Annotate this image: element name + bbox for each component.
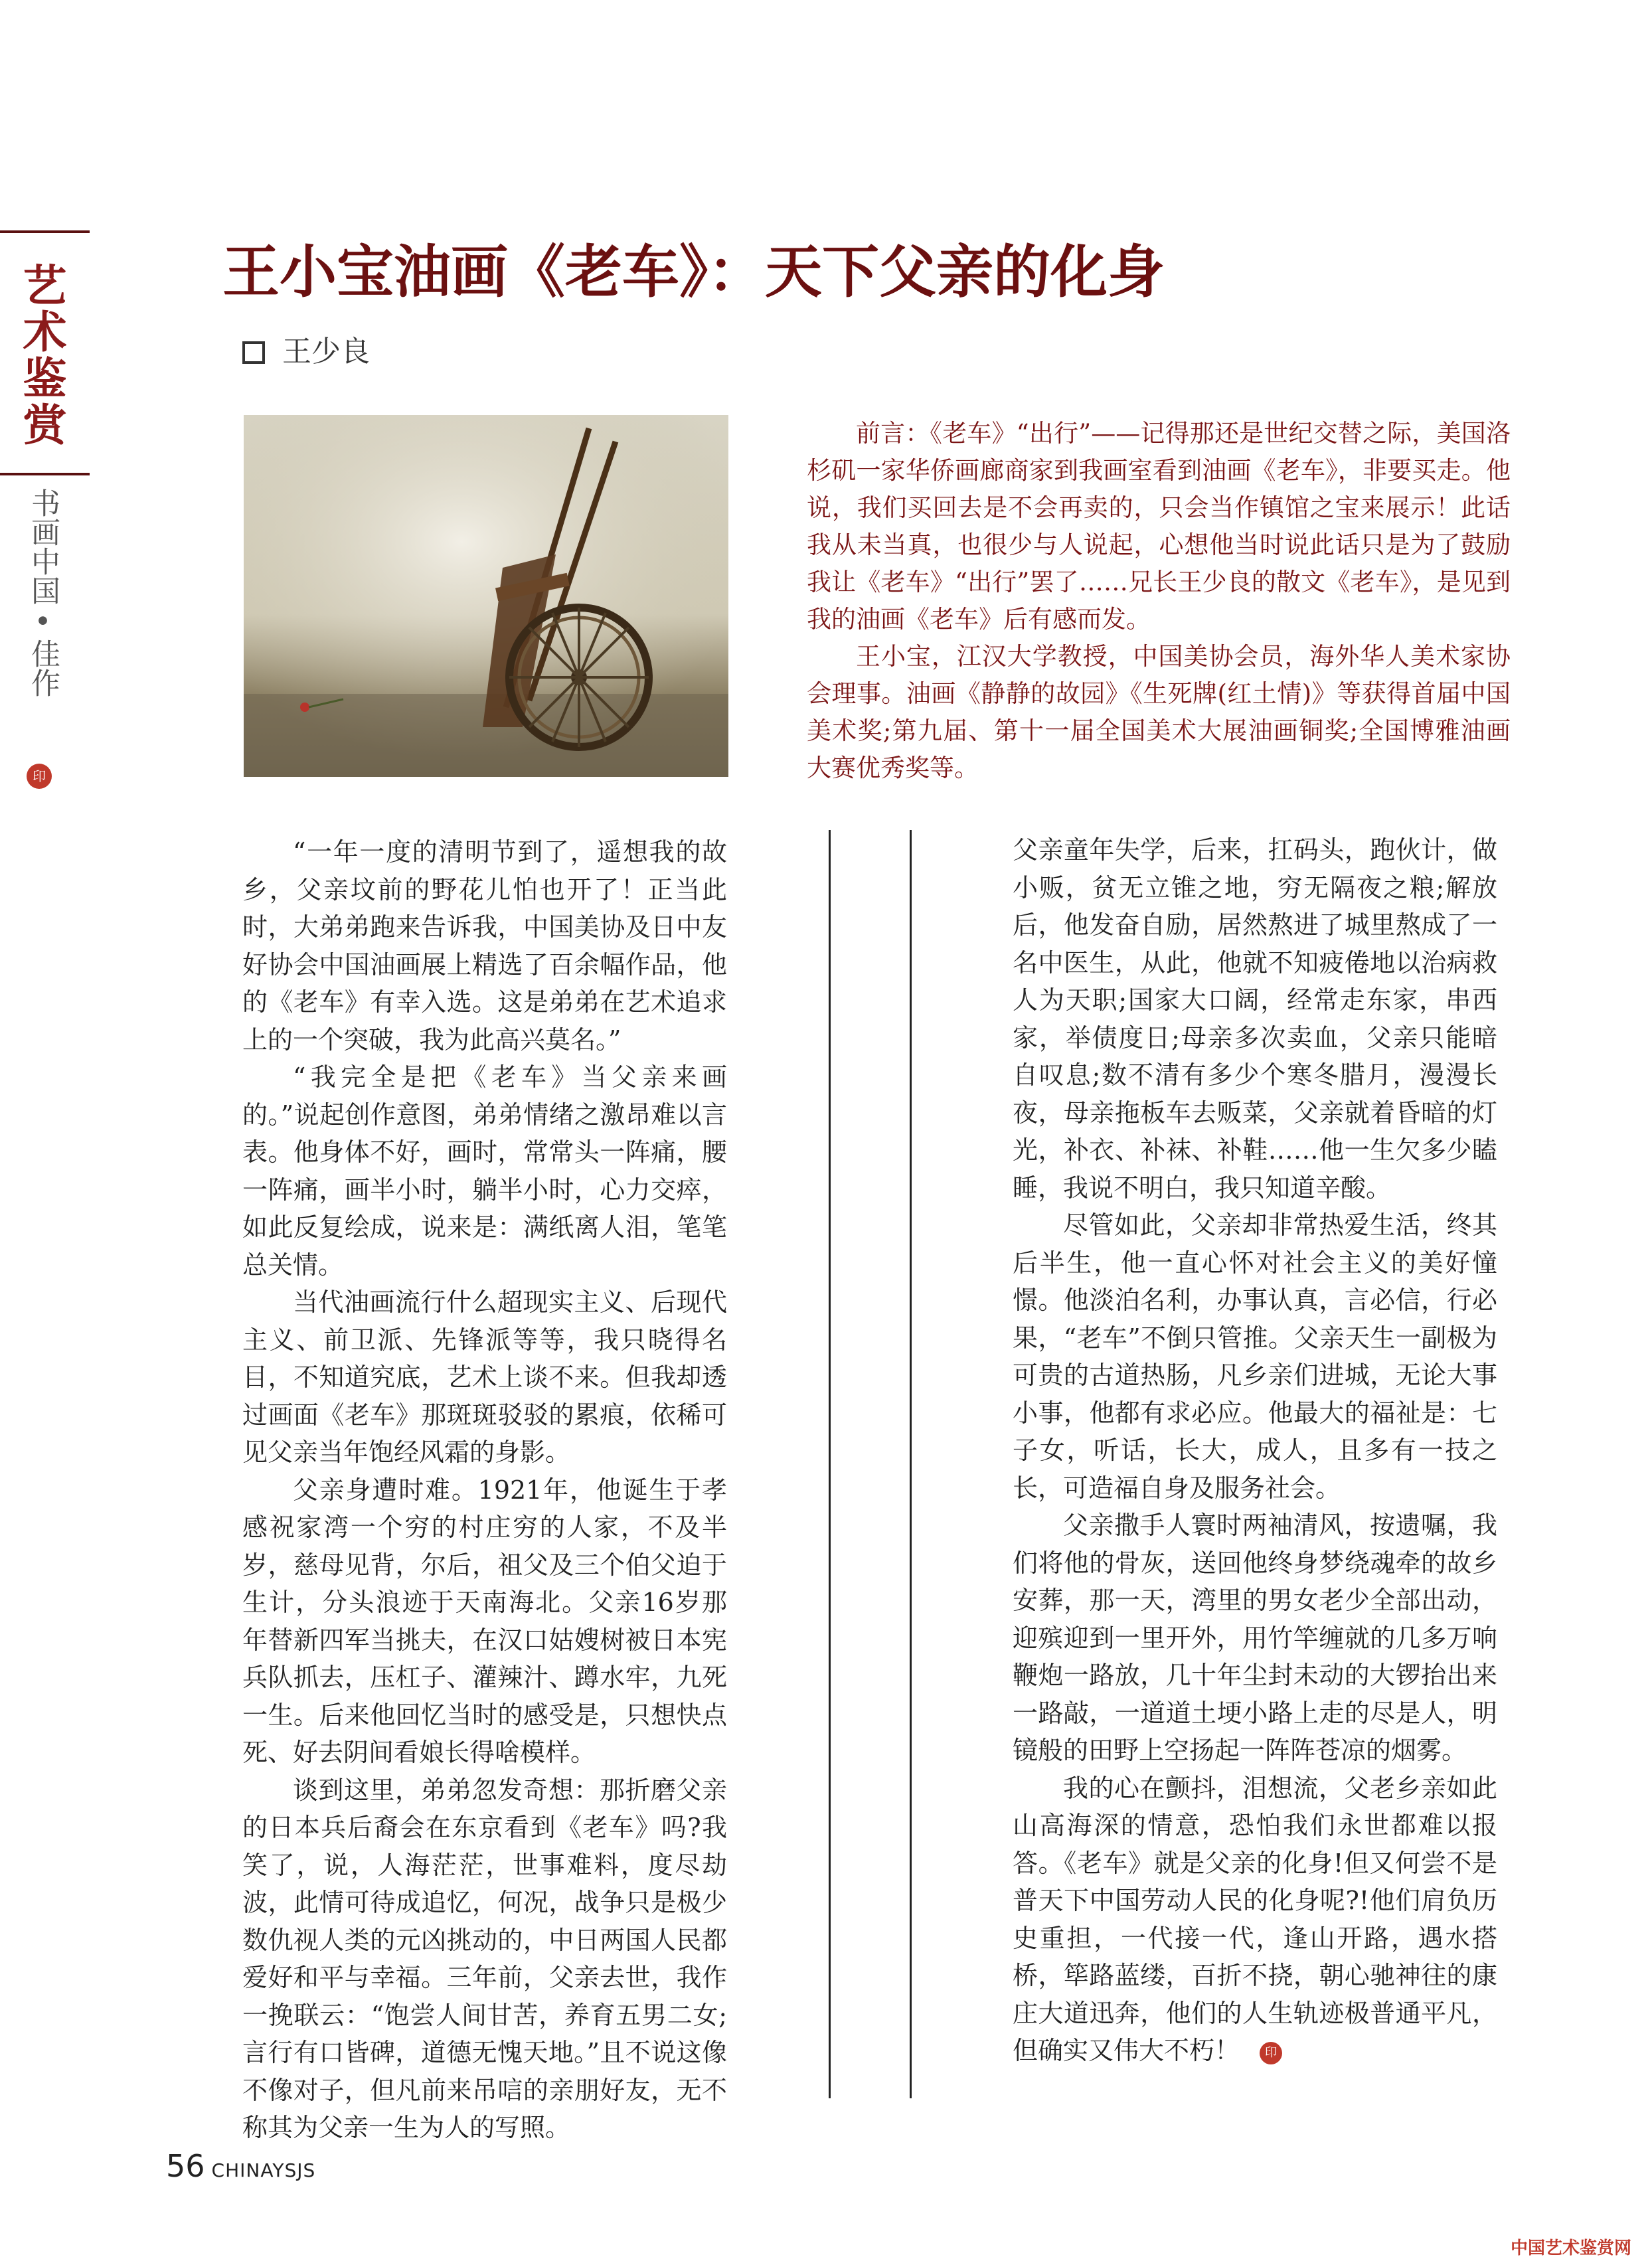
preface-paragraph: 王小宝，江汉大学教授，中国美协会员，海外华人美术家协会理事。油画《静静的故园》《生死牌(红土情)》等获得首届中国美术奖;第九届、第十一届全国美术大展油画铜奖;全国博雅油画大赛优秀奖等。: [807, 642, 1511, 782]
column-divider: [829, 830, 831, 2098]
body-paragraph: 尽管如此，父亲却非常热爱生活，终其后半生，他一直心怀对社会主义的美好憧憬。他淡泊名利，办事认真，言必信，行必果，“老车”不倒只管推。父亲天生一副极为可贵的古道热肠，凡乡亲们进城，无论大事小事，他都有求必应。他最大的福祉是：七子女，听话，长大，成人，且多有一技之长，可造福自身及服务社会。: [1013, 1211, 1497, 1503]
body-paragraph-text: 我的心在颤抖，泪想流，父老乡亲如此山高海深的情意，恐怕我们永世都难以报答。《老车》就是父亲的化身!但又何尝不是普天下中国劳动人民的化身呢?!他们肩负历史重担，一代接一代，逢山开路，遇水搭桥，筚路蓝缕，百折不挠，朝心驰神往的康庄大道迅奔，他们的人生轨迹极普通平凡，但确实又伟大不朽！: [1013, 1773, 1497, 2065]
section-rule-bottom: [0, 473, 90, 475]
section-rule-top: [0, 230, 90, 233]
footer-brand: CHINAYSJS: [211, 2159, 316, 2181]
body-paragraph: 当代油画流行什么超现实主义、后现代主义、前卫派、先锋派等等，我只晓得名目，不知道究底，艺术上谈不来。但我却透过画面《老车》那斑斑驳驳的累痕，依稀可见父亲当年饱经风霜的身影。: [242, 1288, 727, 1467]
body-paragraph: “一年一度的清明节到了，遥想我的故乡，父亲坟前的野花儿怕也开了！正当此时，大弟弟跑来告诉我，中国美协及日中友好协会中国油画展上精选了百余幅作品，他的《老车》有幸入选。这是弟弟在艺术追求上的一个突破，我为此高兴莫名。”: [242, 837, 727, 1054]
seal-icon: 印: [27, 764, 52, 789]
body-column-right: [1013, 831, 1497, 2070]
body-paragraph: 父亲身遭时难。1921年，他诞生于孝感祝家湾一个穷的村庄穷的人家，不及半岁，慈母见背，尔后，祖父及三个伯父迫于生计，分头浪迹于天南海北。父亲16岁那年替新四军当挑夫，在汉口姑嫂树被日本宪兵队抓去，压杠子、灌辣汁、蹲水牢，九死一生。后来他回忆当时的感受是，只想快点死、好去阴间看娘长得啥模样。: [242, 1475, 727, 1767]
author-name: 王少良: [282, 335, 370, 369]
preface-paragraph: 前言：《老车》“出行”——记得那还是世纪交替之际，美国洛杉矶一家华侨画廊商家到我画室看到油画《老车》，非要买走。他说，我们买回去是不会再卖的，只会当作镇馆之宝来展示！此话我从未当真，也很少与人说起，心想他当时说此话只是为了鼓励我让《老车》“出行”罢了……兄长王少良的散文《老车》，是见到我的油画《老车》后有感而发。: [807, 419, 1511, 633]
article-title: 王小宝油画《老车》：天下父亲的化身: [222, 239, 1165, 305]
site-watermark: 中国艺术鉴赏网: [1511, 2238, 1632, 2258]
body-paragraph: 父亲童年失学，后来，扛码头，跑伙计，做小贩，贫无立锥之地，穷无隔夜之粮;解放后，他发奋自励，居然熬进了城里熬成了一名中医生，从此，他就不知疲倦地以治病救人为天职;国家大口阔，经常走东家，串西家，举债度日;母亲多次卖血，父亲只能暗自叹息;数不清有多少个寒冬腊月，漫漫长夜，母亲拖板车去贩菜，父亲就着昏暗的灯光，补衣、补袜、补鞋……他一生欠多少瞌睡，我说不明白，我只知道辛酸。: [1013, 835, 1497, 1203]
old-cart-illustration: [244, 415, 728, 777]
byline: [242, 332, 370, 372]
page-footer: [166, 2148, 315, 2184]
byline-box-icon: [242, 341, 265, 364]
body-paragraph: 父亲撒手人寰时两袖清风，按遗嘱，我们将他的骨灰，送回他终身梦绕魂牵的故乡安葬，那一天，湾里的男女老少全部出动，迎殡迎到一里开外，用竹竿缠就的几多万响鞭炮一路放，几十年尘封未动的大锣抬出来一路敲，一道道土埂小路上走的尽是人，明镜般的田野上空扬起一阵阵苍凉的烟雾。: [1013, 1511, 1497, 1765]
body-paragraph: “我完全是把《老车》当父亲来画的。”说起创作意图，弟弟情绪之激昂难以言表。他身体不好，画时，常常头一阵痛，腰一阵痛，画半小时，躺半小时，心力交瘁，如此反复绘成，说来是：满纸离人泪，笔笔总关情。: [242, 1062, 727, 1280]
page-number: 56: [166, 2148, 205, 2184]
end-seal-icon: 印: [1260, 2042, 1282, 2064]
column-divider: [910, 830, 912, 2098]
body-column-left: [242, 833, 727, 2147]
body-paragraph: [1013, 1770, 1497, 2070]
painting-image: [244, 415, 728, 777]
preface: [807, 415, 1511, 787]
column-label: 书画中国•佳作: [26, 488, 60, 697]
body-paragraph: 谈到这里，弟弟忽发奇想：那折磨父亲的日本兵后裔会在东京看到《老车》吗?我笑了，说，人海茫茫，世事难料，度尽劫波，此情可待成追忆，何况，战争只是极少数仇视人类的元凶挑动的，中日两国人民都爱好和平与幸福。三年前，父亲去世，我作一挽联云：“饱尝人间甘苦，养育五男二女;言行有口皆碑，道德无愧天地。”且不说这像不像对子，但凡前来吊唁的亲朋好友，无不称其为父亲一生为人的写照。: [242, 1775, 727, 2142]
section-label: 艺术鉴赏: [15, 262, 66, 448]
